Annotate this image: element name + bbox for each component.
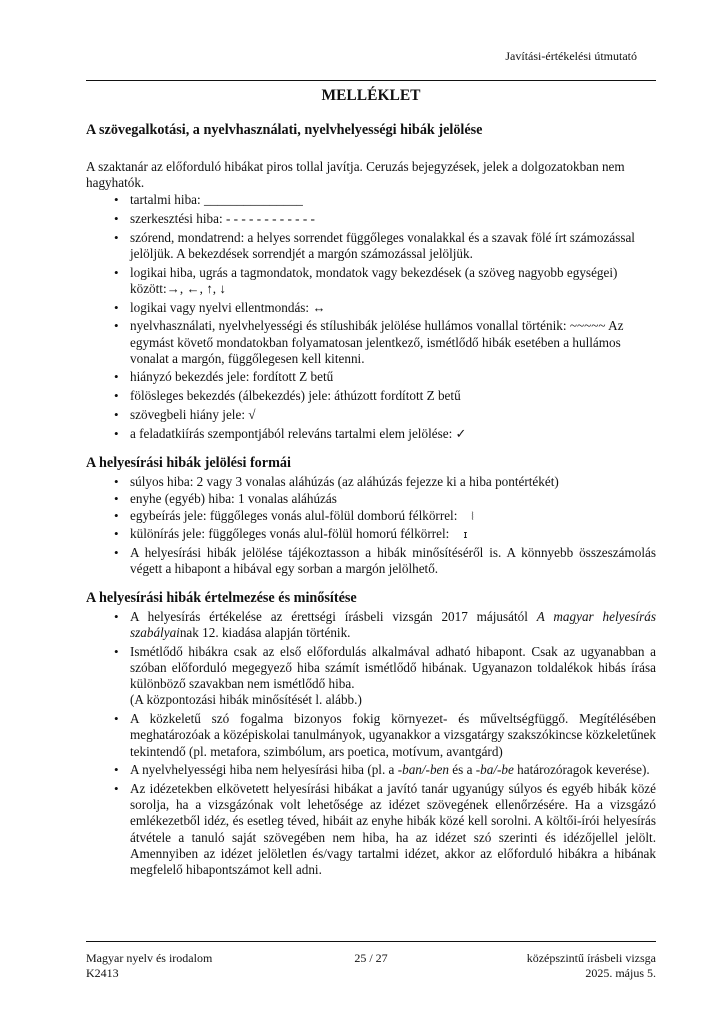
- join-mark-icon: ⦚: [471, 510, 474, 524]
- list-item: [116, 526, 656, 543]
- list-item: • logikai vagy nyelvi ellentmondás: ↔: [116, 300, 656, 316]
- marking-list: [86, 192, 656, 441]
- footer-subject: Magyar nyelv és irodalom: [86, 951, 213, 965]
- list-item: [116, 762, 656, 778]
- list-item: • fölösleges bekezdés (álbekezdés) jele: áthúzott fordított Z betű: [116, 388, 656, 404]
- section-heading-spelling-marks: A helyesírási hibák jelölési formái: [86, 454, 291, 471]
- section-intro: A szaktanár az előforduló hibákat piros tollal javítja. Ceruzás bejegyzések, jelek a dolgozatokban nem hagyhatók.: [86, 159, 625, 191]
- text-run: nak 12. kiadása alapján történik.: [179, 625, 351, 641]
- list-item: [116, 609, 656, 641]
- text-run: Ismétlődő hibákra csak az első előfordulás alkalmával adható hibapont. Csak az ugyanabban a szóban előforduló megegyező hiba számít ismétlődő hibának. Ugyanazon toldalékok hibás írása különböző szavakban nem ismétlődő hiba.: [130, 643, 656, 692]
- running-header: Javítási-értékelési útmutató: [505, 49, 637, 63]
- list-item: • enyhe (egyéb) hiba: 1 vonalas aláhúzás: [116, 491, 656, 507]
- section-heading-marking: A szövegalkotási, a nyelvhasználati, nyelvhelyességi hibák jelölése: [86, 122, 483, 138]
- italic-suffix: -ba/-be: [475, 762, 514, 778]
- header-divider: [86, 80, 656, 81]
- text-run: és a: [449, 762, 476, 778]
- page-title: MELLÉKLET: [321, 87, 421, 104]
- list-item: • súlyos hiba: 2 vagy 3 vonalas aláhúzás (az aláhúzás fejezze ki a hiba pontértékét): [116, 474, 656, 490]
- text-run: (A központozási hibák minősítését l. alább.): [130, 692, 362, 708]
- list-item-text: különírás jele: függőleges vonás alul-fölül homorú félkörrel:: [130, 526, 450, 542]
- spelling-evaluation-section: [86, 589, 656, 878]
- italic-title: A magyar helyesírás szabályai: [130, 608, 656, 641]
- text-run: A helyesírás értékelése az érettségi írásbeli vizsgán 2017 májusától: [130, 608, 537, 624]
- list-item: • A helyesírási hibák jelölése tájékoztasson a hibák minősítéséről is. A könnyebb összeszámolás végett a hibapont a hibával egy sorban a margón jelölhető.: [116, 545, 656, 577]
- list-item: • logikai hiba, ugrás a tagmondatok, mondatok vagy bekezdések (a szöveg nagyobb egységei) között:→, ←, ↑, ↓: [116, 265, 656, 297]
- spelling-evaluation-list: [86, 609, 656, 878]
- spelling-marks-section: [86, 454, 656, 577]
- list-item: [116, 508, 656, 525]
- list-item: • szórend, mondatrend: a helyes sorrendet függőleges vonalakkal és a szavak fölé írt számozással jelöljük. A bekezdések sorrendjét a margón számozással jelöljük.: [116, 230, 656, 262]
- list-item: • nyelvhasználati, nyelvhelyességi és stílushibák jelölése hullámos vonallal történik: ~~~~~ Az egymást követő mondatokban folyamatosan jelentkező, ismétlődő hibák esetében a hullámos vonalat a margón, függőlegesen kell kitenni.: [116, 318, 656, 367]
- list-item: • szövegbeli hiány jele: √: [116, 407, 656, 423]
- text-run: határozóragok keverése).: [513, 762, 650, 778]
- footer-exam-level: középszintű írásbeli vizsga: [526, 951, 656, 965]
- spelling-marks-list: [86, 474, 656, 577]
- list-item: • Az idézetekben elkövetett helyesírási hibákat a javító tanár ugyanúgy súlyos és egyéb hibák közé sorolja, ha a vizsgázónak volt lehetősége az idézet szövegének ellenőrzésére. Ha a vizsgázó emlékezetből idéz, és esetleg téved, hibáit az enyhe hibák közé kell sorolni. A költői-írói helyesírás átvétele a tanuló saját szövegében nem hiba, ha az idézet szó szerinti és idézőjellel jelölt. Amennyiben az idézet jelöletlen és/vagy tartalmi idézet, akkor az előforduló hibákra a hibának megfelelő hibapontszámot kell adni.: [116, 781, 656, 878]
- footer-date: 2025. május 5.: [585, 966, 656, 980]
- page-number: 25 / 27: [354, 951, 388, 965]
- italic-suffix: -ban/-ben: [397, 762, 449, 778]
- footer-right: [527, 951, 656, 981]
- list-item: • szerkesztési hiba: - - - - - - - - - - - -: [116, 211, 656, 227]
- text-run: A nyelvhelyességi hiba nem helyesírási hiba (pl. a: [130, 762, 398, 778]
- section-heading-spelling-evaluation: A helyesírási hibák értelmezése és minősítése: [86, 589, 357, 606]
- list-item-text: egybeírás jele: függőleges vonás alul-fölül domború félkörrel:: [130, 508, 458, 524]
- list-item: • a feladatkiírás szempontjából releváns tartalmi elem jelölése: ✓: [116, 426, 656, 442]
- main-content: [86, 121, 656, 881]
- list-item: • A közkeletű szó fogalma bizonyos fokig környezet- és műveltségfüggő. Megítélésében meghatározóak a középiskolai tanulmányok, ugyanakkor a vizsgatárgy szakszókincse közkeletűnek tekintendő (pl. metafora, szimbólum, ars poetica, motívum, avantgárd): [116, 711, 656, 760]
- list-item: • tartalmi hiba: _______________: [116, 192, 656, 208]
- list-item: • hiányzó bekezdés jele: fordított Z betű: [116, 369, 656, 385]
- footer-divider: [86, 941, 656, 942]
- list-item: [116, 644, 656, 709]
- split-mark-icon: ɪ: [463, 528, 468, 542]
- footer-code: K2413: [86, 966, 119, 980]
